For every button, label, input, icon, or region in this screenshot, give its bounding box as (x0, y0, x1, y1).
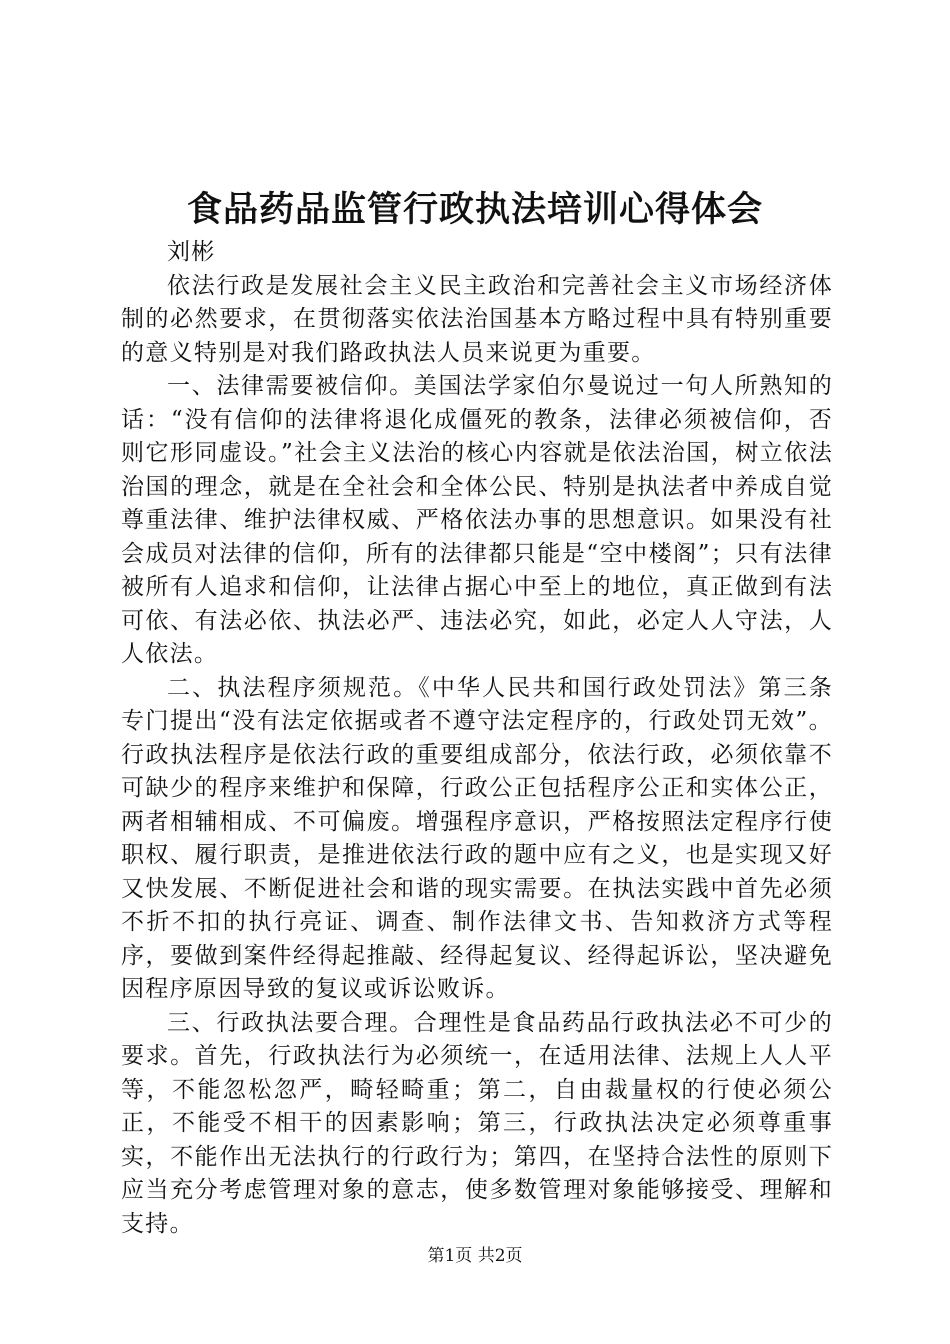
page-footer: 第1页 共2页 (427, 1246, 523, 1266)
paragraph-section-3: 三、行政执法要合理。合理性是食品药品行政执法必不可少的要求。首先，行政执法行为必须统一，在适用法律、法规上人人平等，不能忽松忽严，畸轻畸重；第二，自由裁量权的行使必须公正，不能受不相干的因素影响；第三，行政执法决定必须尊重事实，不能作出无法执行的行政行为；第四，在坚持合法性的原则下应当充分考虑管理对象的意志，使多数管理对象能够接受、理解和支持。 (121, 1009, 833, 1237)
document-title: 食品药品监管行政执法培训心得体会 (186, 189, 763, 230)
paragraph-section-1: 一、法律需要被信仰。美国法学家伯尔曼说过一句人所熟知的话：“没有信仰的法律将退化成僵死的教条，法律必须被信仰，否则它形同虚设。”社会主义法治的核心内容就是依法治国，树立依法治国的理念，就是在全社会和全体公民、特别是执法者中养成自觉尊重法律、维护法律权威、严格依法办事的思想意识。如果没有社会成员对法律的信仰，所有的法律都只能是“空中楼阁”；只有法律被所有人追求和信仰，让法律占据心中至上的地位，真正做到有法可依、有法必依、执法必严、违法必究，如此，必定人人守法，人人依法。 (121, 373, 833, 667)
paragraph-intro: 依法行政是发展社会主义民主政治和完善社会主义市场经济体制的必然要求，在贯彻落实依法治国基本方略过程中具有特别重要的意义特别是对我们路政执法人员来说更为重要。 (121, 272, 833, 366)
paragraph-section-2: 二、执法程序须规范。《中华人民共和国行政处罚法》第三条专门提出“没有法定依据或者不遵守法定程序的，行政处罚无效”。行政执法程序是依法行政的重要组成部分，依法行政，必须依靠不可缺少的程序来维护和保障，行政公正包括程序公正和实体公正，两者相辅相成、不可偏废。增强程序意识，严格按照法定程序行使职权、履行职责，是推进依法行政的题中应有之义，也是实现又好又快发展、不断促进社会和谐的现实需要。在执法实践中首先必须不折不扣的执行亮证、调查、制作法律文书、告知救济方式等程序，要做到案件经得起推敲、经得起复议、经得起诉讼，坚决避免因程序原因导致的复议或诉讼败诉。 (121, 674, 833, 1002)
document-body (121, 236, 833, 1241)
author-name: 刘彬 (167, 239, 216, 265)
